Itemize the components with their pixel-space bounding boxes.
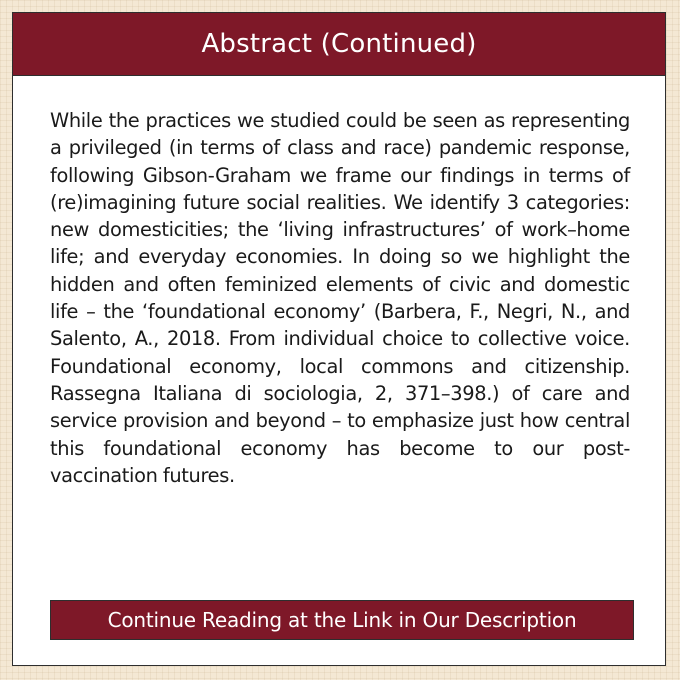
page-title: Abstract (Continued) — [201, 29, 477, 59]
header-bar — [13, 13, 665, 76]
abstract-body: While the practices we studied could be seen as representing a privileged (in terms of class and race) pandemic response, following Gibson-Graham we frame our findings in terms of (re)imagining future social realities. We identify 3 categories: new domesticities; the ‘living infrastructures’ of work–home life; and everyday economies. In doing so we highlight the hidden and often feminized elements of civic and domestic life – the ‘foundational economy’ (Barbera, F., Negri, N., and Salento, A., 2018. From individual choice to collective voice. Foundational economy, local commons and citizenship. Rassegna Italiana di sociologia, 2, 371–398.) of care and service provision and beyond – to emphasize just how central this foundational economy has become to our post-vaccination futures. — [50, 109, 630, 487]
abstract-card — [12, 12, 666, 666]
continue-reading-label: Continue Reading at the Link in Our Description — [107, 608, 577, 632]
continue-reading-button[interactable] — [50, 600, 634, 640]
